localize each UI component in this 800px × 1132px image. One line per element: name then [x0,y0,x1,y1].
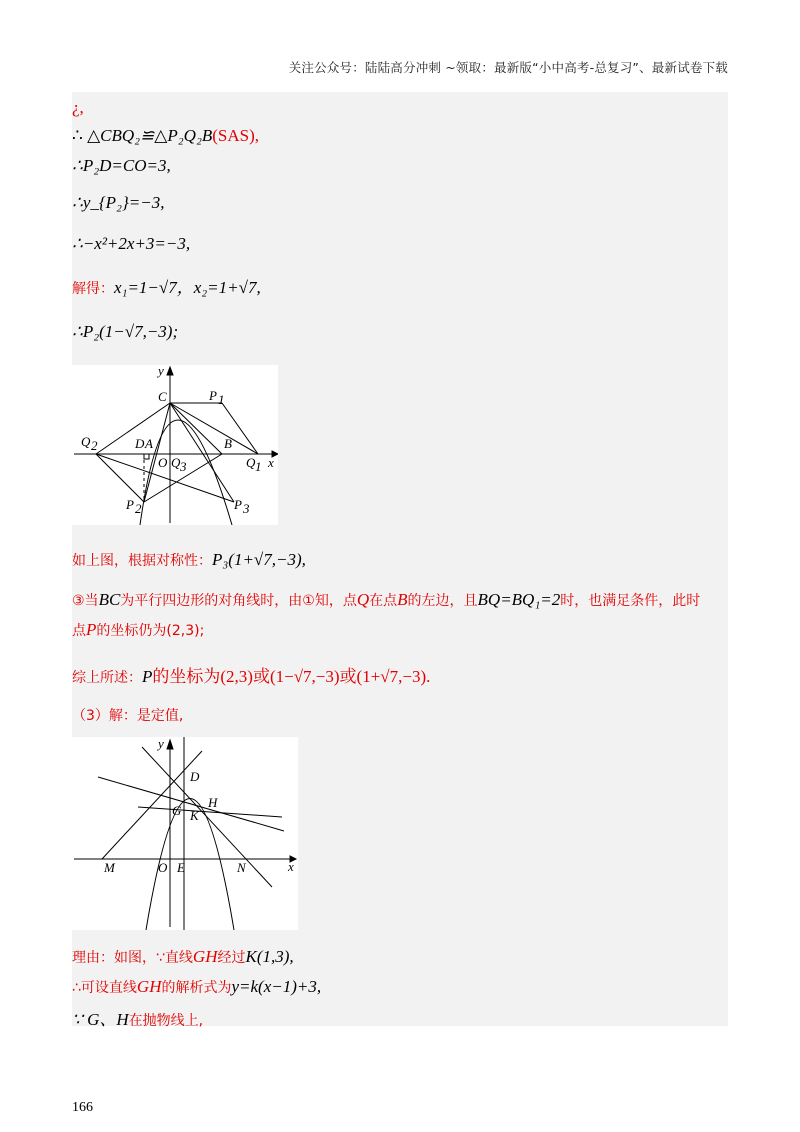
label-K: K [190,808,199,823]
label-P2-sub: 2 [135,501,142,516]
summary-label: 综上所述： [72,670,142,686]
case3-result: 的坐标仍为(2,3); [96,623,205,639]
text-line-5: ∴−x²+2x+3=−3, [72,234,191,253]
segment-bc: BC [98,590,121,609]
point-label: 点 [72,623,86,639]
case3-text-4: 时，也满足条件，此时 [560,593,701,609]
label-H: H [208,795,218,810]
label-Q3: Q [171,455,181,470]
label-Q1: Q [246,455,256,470]
assume-text: ∴可设直线 [72,980,137,996]
label-A: A [145,436,153,451]
roots-expression: x₁=1−√7，x₂=1+√7, [114,278,261,297]
bq-equation: BQ=BQ₁=2 [477,590,561,609]
text-line-14 [72,977,321,997]
text-line-2 [72,126,259,146]
p3-coordinates: P₃(1+√7,−3), [212,550,306,569]
line-gh-label: GH [192,947,218,966]
text-line-15 [72,1005,203,1030]
text-line-8 [72,550,306,570]
summary-result: 的坐标为(2,3)或(1−√7,−3)或(1+√7,−3). [152,667,431,686]
label-P1: P [209,388,217,403]
label-E: E [177,860,185,875]
label-D: D [135,436,145,451]
figure-2-diagram [72,737,298,930]
label-Q3-sub: 3 [180,459,187,474]
label-P2: P [126,497,134,512]
label-x: x [288,859,294,874]
point-q: Q [356,590,370,609]
segment-CP3 [170,403,234,502]
label-P1-sub: 1 [218,392,225,407]
segment-Q2P2 [96,454,144,502]
y-axis-arrow [167,367,173,375]
expression-text: 的解析式为 [161,980,232,996]
label-C: C [158,389,167,404]
congruence-statement: △CBQ₂≌△P₂Q₂B [87,126,213,145]
page-number: 166 [72,1100,93,1115]
label-M: M [104,860,115,875]
label-N: N [237,860,246,875]
text-line-4: ∴y_{P₂}=−3, [72,193,165,212]
label-y: y [158,365,164,378]
summary-point-p: P [142,667,153,686]
page-header: 关注公众号：陆陆高分冲刺 ~领取：最新版“小中高考-总复习”、最新试卷下载 [288,60,728,75]
text-line-6 [72,273,261,298]
label-D: D [190,769,200,784]
label-P3: P [234,497,242,512]
point-b: B [397,590,408,609]
text-line-9 [72,590,700,610]
points-gh: ∵ G、H [72,1010,129,1029]
label-P3-sub: 3 [243,501,250,516]
label-Q1-sub: 1 [255,459,262,474]
solve-label: 解得： [72,281,114,297]
case3-text-3: 的左边，且 [407,593,478,609]
figure-1 [72,365,278,525]
text-line-1: ¿, [72,98,84,117]
congruence-reason: (SAS), [212,126,260,145]
passes-text: 经过 [217,950,246,966]
right-angle-mark [144,454,149,459]
case3-text-2: 在点 [369,593,398,609]
therefore-symbol: ∴ [72,126,88,145]
y-axis-arrow [167,740,173,749]
case3-text: 为平行四边形的对角线时，由①知，点 [120,593,357,609]
point-p: P [86,620,97,639]
figure-1-diagram [72,365,278,525]
point-k: K(1,3), [245,947,294,966]
on-parabola-text: 在抛物线上, [128,1013,204,1029]
symmetry-text: 如上图，根据对称性： [72,553,212,569]
text-line-3: ∴P₂D=CO=3, [72,156,171,175]
line-MD [102,751,202,859]
text-line-10 [72,620,204,640]
text-line-11 [72,662,430,687]
case3-intro: ③当 [72,593,99,609]
line-equation: y=k(x−1)+3, [231,977,322,996]
label-O: O [158,860,168,875]
label-y: y [158,737,164,751]
label-B: B [224,436,232,451]
reason-text: 理由：如图，∵直线 [72,950,193,966]
text-line-13 [72,947,294,967]
figure-2 [72,737,298,930]
line-gh-label-2: GH [136,977,162,996]
text-line-7: ∴P₂(1−√7,−3); [72,322,179,341]
label-Q2-sub: 2 [91,438,98,453]
label-Q2: Q [81,434,91,449]
text-line-12: （3）解：是定值, [72,708,184,724]
label-G: G [172,803,182,818]
label-O: O [158,455,168,470]
label-x: x [268,455,274,470]
